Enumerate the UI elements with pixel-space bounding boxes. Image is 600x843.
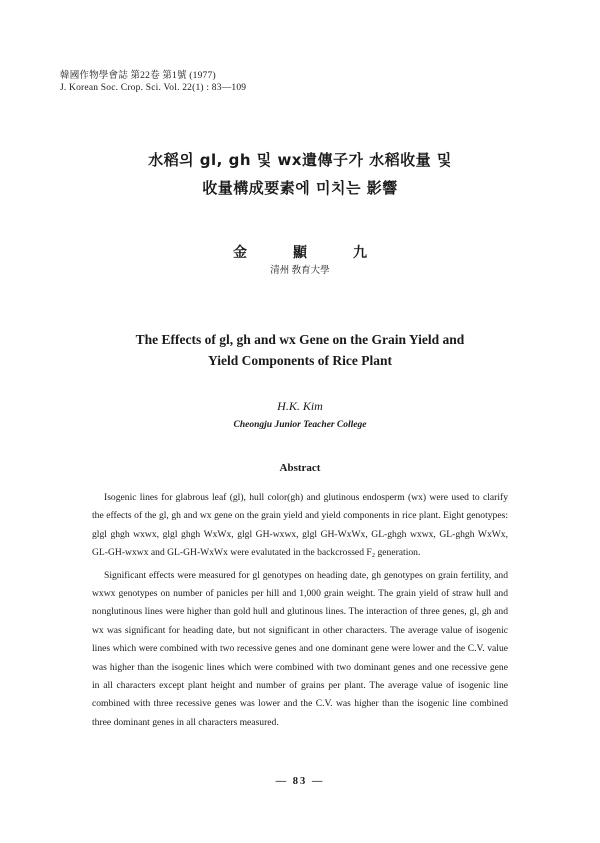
korean-title [0, 146, 600, 202]
korean-author [0, 242, 600, 262]
abstract-body [92, 489, 508, 732]
english-title [0, 329, 600, 371]
korean-title-line1: 水稻의 gl, gh 및 wx遺傳子가 水稻收量 및 [148, 151, 452, 169]
english-title-line1: The Effects of gl, gh and wx Gene on the Grain Yield and [135, 332, 465, 347]
korean-author-char-2: 顯 [293, 246, 307, 261]
korean-author-char-3: 九 [353, 246, 367, 261]
journal-header-korean: 韓國作物學會誌 第22卷 第1號 (1977) [60, 71, 216, 81]
page-number: — 83 — [275, 776, 325, 787]
english-author: H.K. Kim [277, 399, 323, 413]
journal-header-english: J. Korean Soc. Crop. Sci. Vol. 22(1) : 83—109 [60, 83, 247, 93]
journal-header [60, 70, 246, 94]
english-title-line2: Yield Components of Rice Plant [208, 353, 392, 368]
english-affiliation: Cheongju Junior Teacher College [233, 420, 367, 430]
korean-author-char-1: 金 [233, 246, 247, 261]
abstract-paragraph-1: Isogenic lines for glabrous leaf (gl), hull color(gh) and glutinous endosperm (wx) were used to clarify the effects of the gl, gh and wx gene on the grain yield and yield components in rice plant. Eight genotypes: glgl ghgh wxwx, glgl ghgh WxWx, glgl GH-wxwx, glgl GH-WxWx, GL-ghgh wxwx, GL-ghgh WxWx, GL-GH-wxwx and GL-GH-WxWx were evalutated in the backcrossed F₂ generation. [92, 492, 508, 559]
korean-affiliation: 清州 敎育大學 [270, 266, 330, 276]
abstract-paragraph-2: Significant effects were measured for gl genotypes on heading date, gh genotypes on grain fertility, and wxwx genotypes on number of panicles per hill and 1,000 grain weight. The grain yield of straw hull and nonglutinous lines were higher than gold hull and glutinous lines. The interaction of three genes, gl, gh and wx was significant for heading date, but not significant in other characters. The average value of isogenic lines which were combined with two recessive genes and one dominant gene were lower and the C.V. value was higher than the isogenic lines which were combined with two dominant genes and one recessive gene in all characters except plant height and number of grains per plant. The average value of isogenic line combined with three recessive genes was lower and the C.V. was higher than the isogenic line combined three dominant genes in all characters measured. [92, 569, 508, 728]
abstract-heading: Abstract [279, 462, 321, 474]
korean-title-line2: 收量構成要素에 미치는 影響 [202, 179, 398, 197]
